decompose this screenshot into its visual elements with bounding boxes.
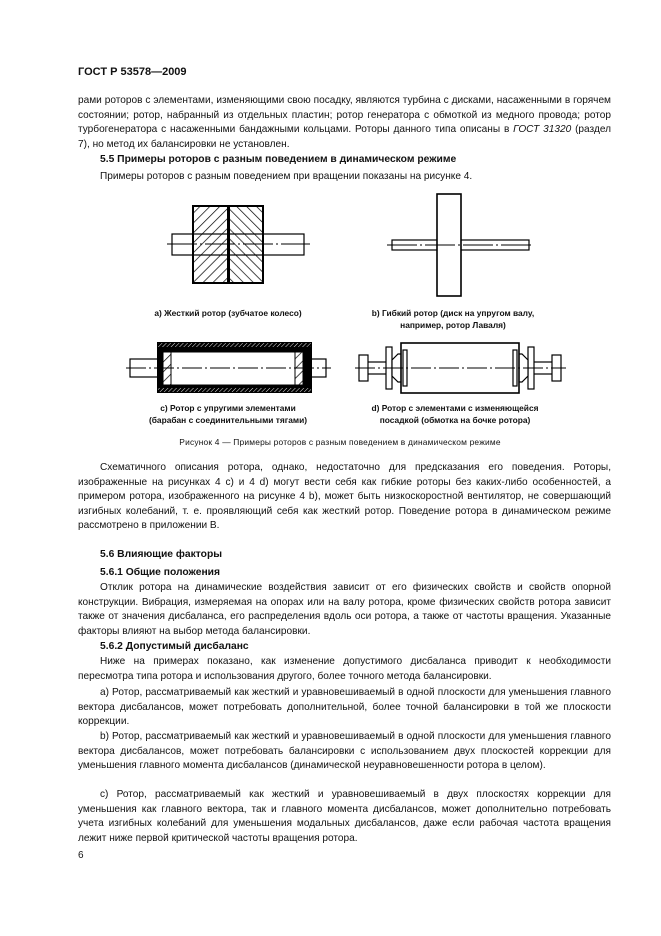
figure-caption-d-line1: d) Ротор с элементами с изменяющейся [371,403,539,413]
section-5-6-2-text: Ниже на примерах показано, как изменение допустимого дисбаланса приводит к необходимости пересмотра типа ротора и использования другого, более точного метода балансировки. [78,656,611,682]
section-5-6-2-heading: 5.6.2 Допустимый дисбаланс [100,641,249,652]
list-item-a: а) Ротор, рассматриваемый как жесткий и уравновешиваемый в одной плоскости для уменьшения главного вектора дисбалансов, может потребовать дополнительной, более точной балансировки в той же плоскости коррекции. [78,687,611,728]
intro-text-1: рами роторов с элементами, изменяющими свою посадку, являются турбина с дисками, насаженными в горячем состоянии; ротор, набранный из отдельных пластин; ротор генератора с обмоткой из медного провода; ротор турбогенератора с насаженными бандажными кольцами. Роторы данного типа описаны в [78,95,611,136]
intro-text-2: (раздел 7), но метод их балансировки не установлен. [78,124,612,150]
section-5-5-text: Примеры роторов с разным поведением при вращении показаны на рисунке 4. [100,171,473,182]
figure-caption-c-line2: (барабан с соединительными тягами) [148,415,308,425]
list-item-c: с) Ротор, рассматриваемый как жесткий и уравновешиваемый в двух плоскостях коррекции для уменьшения как главного вектора, так и главного момента дисбалансов, может дополнительно потребовать учета изгибных колебаний для уменьшения модальных дисбалансов, даже если рабочая частота вращения лежит ниже первой критической частоты вращения ротора. [78,789,611,844]
figure-caption-b-line2: например, ротор Лаваля) [400,320,506,330]
variable-fit-rotor-drawing [355,343,566,393]
figure-caption-d-line2: посадкой (обмотка на бочке ротора) [379,415,531,425]
flexible-rotor-drawing [387,194,534,296]
rotor-figure [0,0,661,440]
standard-reference-link: ГОСТ 31320 [513,124,572,136]
list-item-b: b) Ротор, рассматриваемый как жесткий и уравновешиваемый в одной плоскости для уменьшения главного вектора дисбалансов, может потребовать балансировки с использованием двух плоскостей коррекции для уменьшения главного момента дисбалансов (динамической неуравновешенности ротора в целом). [78,731,611,772]
section-5-6-1-text: Отклик ротора на динамические воздействия зависит от его физических свойств и свойств опорной конструкции. Вибрация, измеряемая на опорах или на валу ротора, кроме физических свойств ротора зависит также от значения дисбаланса, его распределения вдоль оси ротора, а также от частоты вращения. Указанные факторы влияют на выбор метода балансировки. [78,582,611,637]
section-5-6-heading: 5.6 Влияющие факторы [100,549,223,560]
section-5-5-heading: 5.5 Примеры роторов с разным поведением в динамическом режиме [100,154,457,165]
schematic-paragraph: Схематичного описания ротора, однако, недостаточно для предсказания его поведения. Роторы, изображенные на рисунках 4 с) и 4 d) могут вести себя как гибкие роторы без каких-либо особенностей, а примером ротора, изображенного на рисунке 4 b), может быть низкоскоростной вентилятор, не совершающий изгибных колебаний, т. е. проявляющий себя как жесткий ротор. Поведение ротора в динамическом режиме рассмотрено в приложении В. [78,462,611,532]
elastic-drum-rotor-drawing [126,342,331,393]
figure-title: Рисунок 4 — Примеры роторов с разным поведением в динамическом режиме [179,437,501,447]
rigid-rotor-drawing [167,206,310,283]
document-header: ГОСТ Р 53578—2009 [78,66,187,78]
section-5-6-1-heading: 5.6.1 Общие положения [100,567,220,578]
page-number: 6 [78,850,84,861]
figure-caption-c-line1: с) Ротор с упругими элементами [160,403,296,413]
figure-caption-b-line1: b) Гибкий ротор (диск на упругом валу, [371,308,535,318]
figure-caption-a: а) Жесткий ротор (зубчатое колесо) [154,308,302,318]
